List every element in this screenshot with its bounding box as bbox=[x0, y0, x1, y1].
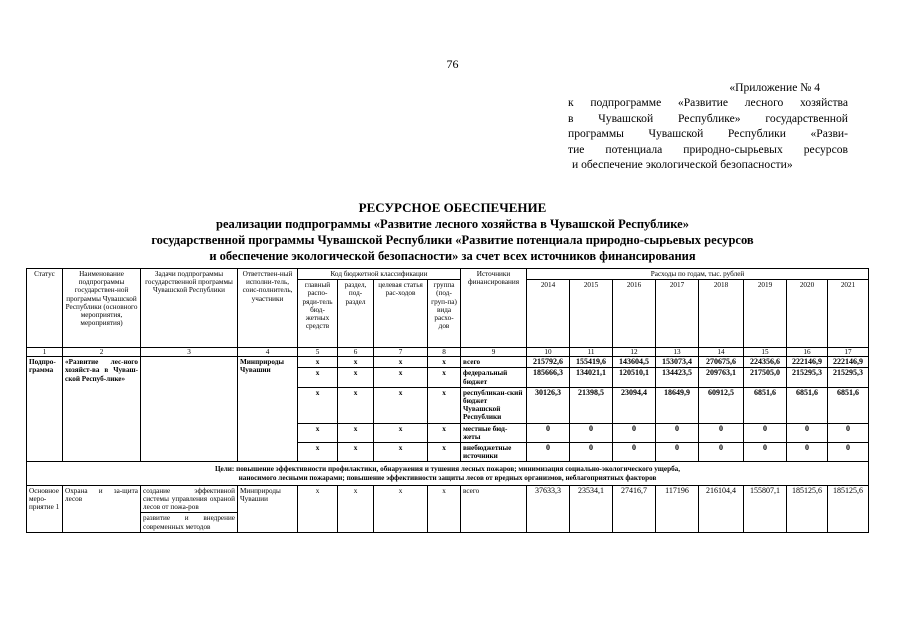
value-cell: 27416,7 bbox=[613, 485, 656, 532]
header-tasks: Задачи подпрограммы государственной программы Чувашской Республики bbox=[141, 269, 238, 348]
subprogram-executor: Минприроды Чувашии bbox=[238, 357, 298, 462]
col-number: 10 bbox=[527, 348, 570, 357]
appendix-line: «Приложение № 4 bbox=[729, 81, 820, 94]
value-cell: 37633,3 bbox=[527, 485, 570, 532]
code-cell: x bbox=[374, 485, 428, 532]
header-executor: Ответствен-ный исполни-тель, соис-полнитель, участники bbox=[238, 269, 298, 348]
value-cell: 155807,1 bbox=[744, 485, 787, 532]
code-cell: x bbox=[374, 423, 428, 442]
header-expenses: Расходы по годам, тыс. рублей bbox=[527, 269, 869, 280]
col-number: 2 bbox=[63, 348, 141, 357]
value-cell: 185666,3 bbox=[527, 368, 570, 387]
header-section: раздел, под-раздел bbox=[338, 280, 374, 348]
code-cell: x bbox=[338, 485, 374, 532]
page-number: 76 bbox=[446, 57, 459, 71]
code-cell: x bbox=[374, 387, 428, 423]
header-source: Источники финансирования bbox=[461, 269, 527, 348]
value-cell: 0 bbox=[699, 443, 744, 462]
source-cell: внебюджетные источники bbox=[461, 443, 527, 462]
value-cell: 0 bbox=[744, 443, 787, 462]
code-cell: x bbox=[298, 357, 338, 368]
code-cell: x bbox=[298, 443, 338, 462]
value-cell: 120510,1 bbox=[613, 368, 656, 387]
header-target: целевая статья рас-ходов bbox=[374, 280, 428, 348]
value-cell: 153073,4 bbox=[656, 357, 699, 368]
source-cell: всего bbox=[461, 485, 527, 532]
value-cell: 0 bbox=[828, 423, 869, 442]
value-cell: 0 bbox=[570, 443, 613, 462]
header-name: Наименование подпрограммы государствен-ной программы Чувашской Республики (основного мероприятия, мероприятия) bbox=[63, 269, 141, 348]
col-number: 4 bbox=[238, 348, 298, 357]
header-year: 2018 bbox=[699, 280, 744, 348]
value-cell: 23094,4 bbox=[613, 387, 656, 423]
code-cell: x bbox=[374, 357, 428, 368]
value-cell: 216104,4 bbox=[699, 485, 744, 532]
value-cell: 215295,3 bbox=[828, 368, 869, 387]
code-cell: x bbox=[428, 368, 461, 387]
table-row bbox=[27, 485, 869, 513]
document-title bbox=[0, 200, 905, 264]
value-cell: 0 bbox=[613, 443, 656, 462]
value-cell: 0 bbox=[656, 423, 699, 442]
value-cell: 0 bbox=[699, 423, 744, 442]
appendix-line: и обеспечение экологической безопасности» bbox=[572, 158, 793, 172]
value-cell: 0 bbox=[787, 423, 828, 442]
source-cell: федеральный бюджет bbox=[461, 368, 527, 387]
event-task: создание эффективной системы управления охраной лесов от пожа-ров bbox=[141, 485, 238, 513]
header-year: 2017 bbox=[656, 280, 699, 348]
header-year: 2016 bbox=[613, 280, 656, 348]
col-number: 12 bbox=[613, 348, 656, 357]
table-row bbox=[27, 357, 869, 368]
code-cell: x bbox=[338, 357, 374, 368]
event-name: Охрана и за-щита лесов bbox=[63, 485, 141, 532]
code-cell: x bbox=[374, 368, 428, 387]
title-line: РЕСУРСНОЕ ОБЕСПЕЧЕНИЕ bbox=[358, 200, 547, 215]
code-cell: x bbox=[428, 443, 461, 462]
col-number: 17 bbox=[828, 348, 869, 357]
value-cell: 0 bbox=[613, 423, 656, 442]
col-number: 5 bbox=[298, 348, 338, 357]
subprogram-tasks bbox=[141, 357, 238, 462]
header-year: 2021 bbox=[828, 280, 869, 348]
value-cell: 224356,6 bbox=[744, 357, 787, 368]
col-number: 15 bbox=[744, 348, 787, 357]
code-cell: x bbox=[338, 443, 374, 462]
resource-table bbox=[26, 268, 869, 533]
value-cell: 222146,9 bbox=[828, 357, 869, 368]
value-cell: 0 bbox=[527, 443, 570, 462]
col-number: 3 bbox=[141, 348, 238, 357]
col-number: 1 bbox=[27, 348, 63, 357]
value-cell: 117196 bbox=[656, 485, 699, 532]
code-cell: x bbox=[374, 443, 428, 462]
appendix-line: к подпрограмме «Развитие лесного хозяйства bbox=[568, 96, 848, 110]
event-status: Основное меро-приятие 1 bbox=[27, 485, 63, 532]
source-cell: местные бюд-жеты bbox=[461, 423, 527, 442]
appendix-line: в Чувашской Республике» государственной bbox=[568, 111, 848, 125]
value-cell: 215792,6 bbox=[527, 357, 570, 368]
col-number: 14 bbox=[699, 348, 744, 357]
goals-line: Цели: повышение эффективности профилактики, обнаружения и тушения лесных пожаров; минимизация социально-экологического ущерба, bbox=[214, 465, 681, 474]
header-year: 2019 bbox=[744, 280, 787, 348]
goals-line: наносимого лесными пожарами; повышение эффективности защиты лесов от вредных организмов, неблагоприятных факторов bbox=[238, 473, 657, 482]
event-task: развитие и внедрение современных методов bbox=[141, 513, 238, 532]
value-cell: 143604,5 bbox=[613, 357, 656, 368]
subprogram-name: «Развитие лес-ного хозяйст-ва в Чуваш-ской Респуб-лике» bbox=[63, 357, 141, 462]
header-year: 2020 bbox=[787, 280, 828, 348]
code-cell: x bbox=[298, 485, 338, 532]
value-cell: 18649,9 bbox=[656, 387, 699, 423]
value-cell: 134423,5 bbox=[656, 368, 699, 387]
source-cell: республикан-ский бюджет Чувашской Республики bbox=[461, 387, 527, 423]
value-cell: 30126,3 bbox=[527, 387, 570, 423]
value-cell: 134021,1 bbox=[570, 368, 613, 387]
event-executor: Минприроды Чувашии bbox=[238, 485, 298, 532]
goals-cell bbox=[27, 462, 869, 485]
col-number: 9 bbox=[461, 348, 527, 357]
title-line: государственной программы Чувашской Республики «Развитие потенциала природно-сырьевых ресурсов bbox=[151, 233, 754, 247]
value-cell: 215295,3 bbox=[787, 368, 828, 387]
value-cell: 217505,0 bbox=[744, 368, 787, 387]
value-cell: 0 bbox=[744, 423, 787, 442]
col-number: 8 bbox=[428, 348, 461, 357]
header-year: 2015 bbox=[570, 280, 613, 348]
value-cell: 23534,1 bbox=[570, 485, 613, 532]
value-cell: 0 bbox=[570, 423, 613, 442]
subprogram-status: Подпро-грамма bbox=[27, 357, 63, 462]
appendix-line: программы Чувашской Республики «Разви- bbox=[568, 127, 848, 141]
code-cell: x bbox=[338, 387, 374, 423]
value-cell: 185125,6 bbox=[787, 485, 828, 532]
value-cell: 270675,6 bbox=[699, 357, 744, 368]
header-row bbox=[27, 269, 869, 280]
code-cell: x bbox=[338, 423, 374, 442]
col-number: 16 bbox=[787, 348, 828, 357]
col-number: 6 bbox=[338, 348, 374, 357]
value-cell: 6851,6 bbox=[787, 387, 828, 423]
value-cell: 209763,1 bbox=[699, 368, 744, 387]
code-cell: x bbox=[338, 368, 374, 387]
value-cell: 0 bbox=[656, 443, 699, 462]
value-cell: 21398,5 bbox=[570, 387, 613, 423]
value-cell: 222146,9 bbox=[787, 357, 828, 368]
col-number: 7 bbox=[374, 348, 428, 357]
value-cell: 0 bbox=[527, 423, 570, 442]
header-admin: главный распо-ряди-тель бюд-жетных средств bbox=[298, 280, 338, 348]
value-cell: 6851,6 bbox=[744, 387, 787, 423]
code-cell: x bbox=[428, 357, 461, 368]
source-cell: всего bbox=[461, 357, 527, 368]
title-line: и обеспечение экологической безопасности» за счет всех источников финансирования bbox=[209, 249, 696, 263]
appendix-note bbox=[568, 80, 848, 172]
value-cell: 60912,5 bbox=[699, 387, 744, 423]
header-budget-code: Код бюджетной классификации bbox=[298, 269, 461, 280]
code-cell: x bbox=[428, 387, 461, 423]
value-cell: 6851,6 bbox=[828, 387, 869, 423]
value-cell: 0 bbox=[787, 443, 828, 462]
header-status: Статус bbox=[27, 269, 63, 348]
code-cell: x bbox=[428, 423, 461, 442]
header-group: группа (под-груп-па) вида расхо-дов bbox=[428, 280, 461, 348]
code-cell: x bbox=[298, 368, 338, 387]
appendix-line: тие потенциала природно-сырьевых ресурсов bbox=[568, 142, 848, 156]
title-line: реализации подпрограммы «Развитие лесного хозяйства в Чувашской Республике» bbox=[216, 217, 689, 231]
code-cell: x bbox=[298, 423, 338, 442]
col-number: 11 bbox=[570, 348, 613, 357]
header-year: 2014 bbox=[527, 280, 570, 348]
col-number: 13 bbox=[656, 348, 699, 357]
column-numbers-row bbox=[27, 348, 869, 357]
goals-row bbox=[27, 462, 869, 485]
value-cell: 0 bbox=[828, 443, 869, 462]
value-cell: 185125,6 bbox=[828, 485, 869, 532]
value-cell: 155419,6 bbox=[570, 357, 613, 368]
code-cell: x bbox=[298, 387, 338, 423]
code-cell: x bbox=[428, 485, 461, 532]
